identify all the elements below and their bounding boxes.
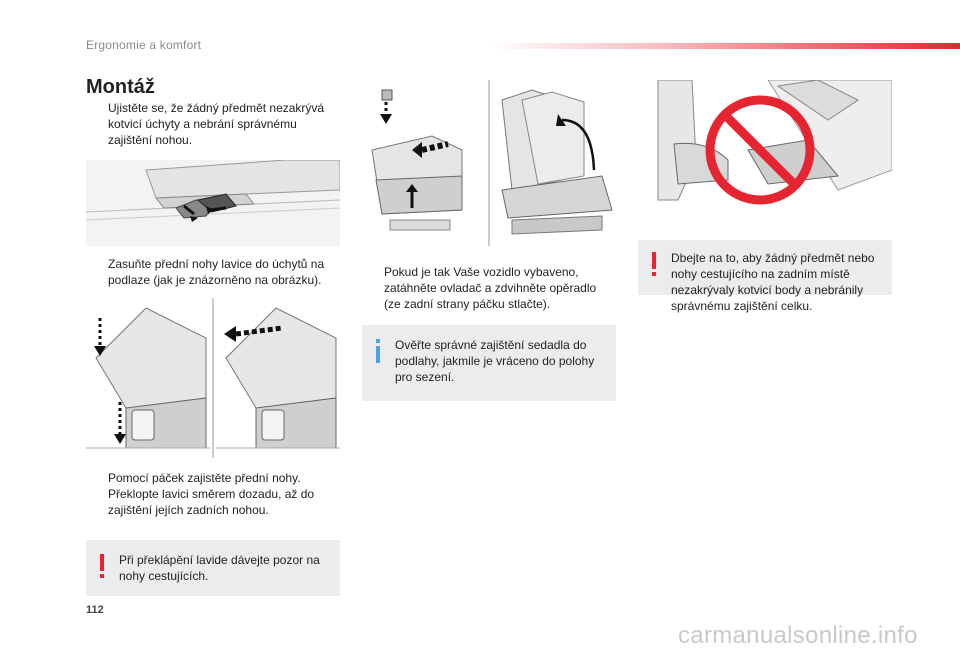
bullet-text: Překlopte lavici směrem dozadu, až do zajištění jejích zadních nohou. xyxy=(108,487,315,517)
instruction-bullet-2 xyxy=(86,256,340,288)
instruction-bullet-3 xyxy=(86,470,340,486)
info-text: Ověřte správné zajištění sedadla do podlahy, jakmile je vráceno do polohy pro sezení. xyxy=(395,338,595,384)
page-number: 112 xyxy=(86,604,104,616)
bullet-text: Zasuňte přední nohy lavice do úchytů na podlaze (jak je znázorněno na obrázku). xyxy=(108,257,325,287)
bullet-text: Pokud je tak Vaše vozidlo vybaveno, zatáhněte ovladač a zdvihněte opěradlo (ze zadní strany páčku stlačte). xyxy=(384,265,597,311)
bullet-text: Ujistěte se, že žádný předmět nezakrývá kotvicí úchyty a nebrání správnému zajištění nohou. xyxy=(108,101,325,147)
info-i-icon xyxy=(372,339,384,365)
exclamation-icon xyxy=(96,554,108,580)
illustration-bench-tilt xyxy=(86,298,340,466)
illustration-backrest-lever xyxy=(362,80,616,248)
section-title: Montáž xyxy=(86,76,155,98)
header-accent-bar xyxy=(490,43,960,49)
illustration-foot-latch xyxy=(86,160,340,246)
instruction-bullet-4 xyxy=(86,486,340,518)
header-section-title: Ergonomie a komfort xyxy=(86,38,202,52)
info-note-middle xyxy=(362,325,616,401)
instruction-bullet-5 xyxy=(362,264,616,312)
warning-note-left xyxy=(86,540,340,596)
warning-text: Při překlápění lavide dávejte pozor na nohy cestujících. xyxy=(119,553,320,583)
watermark: carmanualsonline.info xyxy=(678,622,918,649)
bullet-text: Pomocí páček zajistěte přední nohy. xyxy=(108,471,301,485)
exclamation-icon xyxy=(648,252,660,278)
illustration-prohibited-foot xyxy=(638,80,892,218)
warning-note-right xyxy=(638,240,892,313)
warning-text: Dbejte na to, aby žádný předmět nebo nohy cestujícího na zadním místě nezakrývaly kotvicí body a nebránily správnému zajištění celku. xyxy=(671,251,875,313)
instruction-bullet-1 xyxy=(86,100,336,148)
